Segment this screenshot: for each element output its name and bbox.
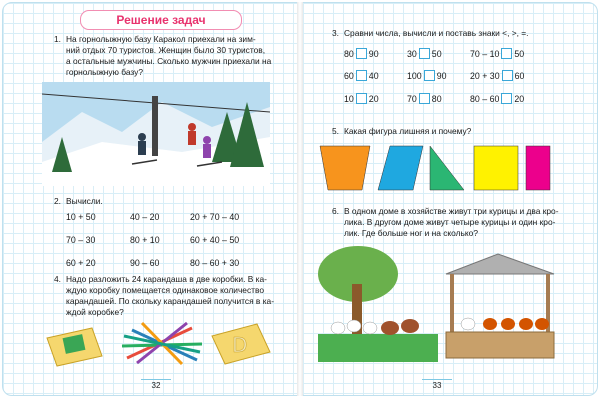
blue-parallelogram-shape <box>378 146 423 190</box>
compare-item: 60 40 <box>344 70 379 81</box>
task-1-line-1: На горнолыжную базу Каракол приехали на зим- <box>66 34 256 44</box>
task-1-line-2: ний отдых 70 туристов. Женщин было 30 туристов, <box>66 45 266 55</box>
compare-item: 80 90 <box>344 48 379 59</box>
expression: 10 + 50 <box>66 212 96 222</box>
shapes-row <box>318 144 554 194</box>
answer-box[interactable] <box>424 70 435 81</box>
compare-item: 70 – 10 50 <box>470 48 525 59</box>
pencil-boxes-illustration <box>42 318 274 368</box>
answer-box[interactable] <box>356 70 367 81</box>
task-1-line-3: а остальные мужчины. Сколько мужчин приехали на <box>66 56 272 66</box>
task-4-line-2: ждую коробку помещается одинаковое количество <box>66 285 265 295</box>
answer-box[interactable] <box>502 70 513 81</box>
task-4-number: 4. <box>54 274 61 284</box>
task-6-line-2: лика. В другом доме живут четыре курицы и один кро- <box>344 217 556 227</box>
yellow-square-shape <box>474 146 518 190</box>
answer-box[interactable] <box>356 48 367 59</box>
task-1-line-4: горнолыжную базу? <box>66 67 143 77</box>
expression: 40 – 20 <box>130 212 160 222</box>
expression: 80 + 10 <box>130 235 160 245</box>
ski-resort-illustration <box>42 82 270 186</box>
answer-box[interactable] <box>356 93 367 104</box>
farm-animals-illustration <box>318 244 558 362</box>
task-3-title: Сравни числа, вычисли и поставь знаки <, >, =. <box>344 28 529 38</box>
compare-item: 100 90 <box>407 70 447 81</box>
task-4-line-1: Надо разложить 24 карандаша в две коробки. В ка- <box>66 274 267 284</box>
task-2-number: 2. <box>54 196 61 206</box>
page-number-left: 32 <box>141 379 171 392</box>
task-5-title: Какая фигура лишняя и почему? <box>344 126 472 136</box>
expression: 20 + 70 – 40 <box>190 212 240 222</box>
section-header <box>80 10 242 30</box>
compare-item: 30 50 <box>407 48 442 59</box>
page-number-right: 33 <box>422 379 452 392</box>
task-2-title: Вычисли. <box>66 196 103 206</box>
expression: 60 + 20 <box>66 258 96 268</box>
task-1-number: 1. <box>54 34 61 44</box>
answer-box[interactable] <box>501 48 512 59</box>
answer-box[interactable] <box>419 48 430 59</box>
compare-item: 80 – 60 20 <box>470 93 525 104</box>
section-title: Решение задач <box>116 13 206 27</box>
compare-item: 70 80 <box>407 93 442 104</box>
task-3-number: 3. <box>332 28 339 38</box>
pink-rectangle-shape <box>526 146 550 190</box>
task-5-number: 5. <box>332 126 339 136</box>
task-4-line-3: карандашей. По скольку карандашей получится в ка- <box>66 296 275 306</box>
expression: 80 – 60 + 30 <box>190 258 240 268</box>
orange-trapezoid-shape <box>320 146 370 190</box>
expression: 60 + 40 – 50 <box>190 235 240 245</box>
task-6-number: 6. <box>332 206 339 216</box>
svg-text:D: D <box>232 333 248 357</box>
book-spine <box>297 2 303 396</box>
task-4-line-4: ждой коробке? <box>66 307 124 317</box>
expression: 70 – 30 <box>66 235 96 245</box>
answer-box[interactable] <box>501 93 512 104</box>
task-6-line-1: В одном доме в хозяйстве живут три курицы и два кро- <box>344 206 559 216</box>
green-triangle-shape <box>430 146 464 190</box>
expression: 90 – 60 <box>130 258 160 268</box>
compare-item: 10 20 <box>344 93 379 104</box>
compare-item: 20 + 30 60 <box>470 70 525 81</box>
task-6-line-3: лик. Где больше ног и на сколько? <box>344 228 478 238</box>
answer-box[interactable] <box>419 93 430 104</box>
